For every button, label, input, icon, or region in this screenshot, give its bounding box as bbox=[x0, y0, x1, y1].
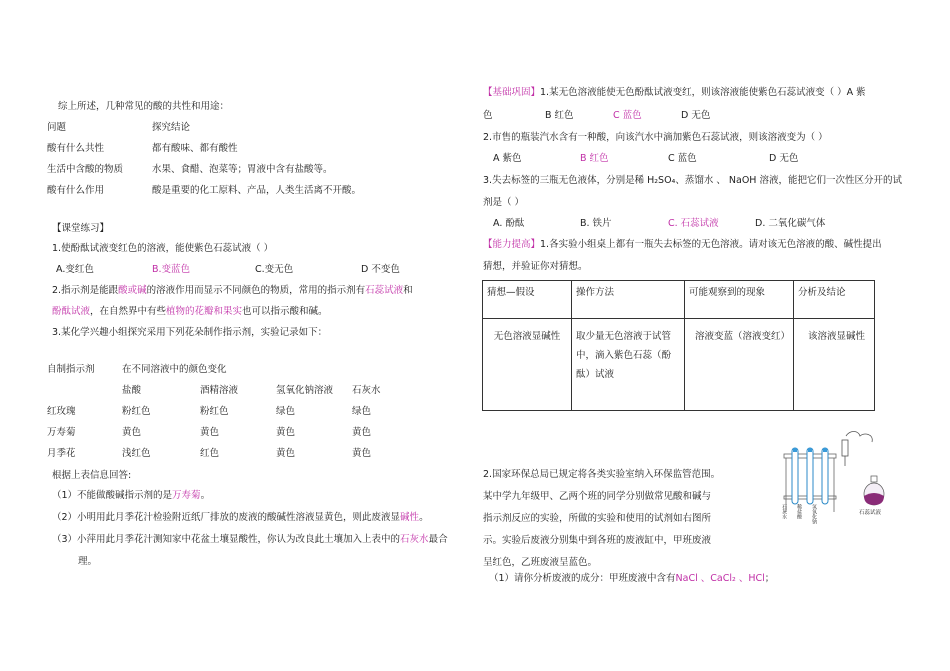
jc-q2-option-b: B 红色 bbox=[580, 153, 609, 164]
question-2 bbox=[52, 284, 413, 297]
answer-text: 。 bbox=[419, 512, 429, 523]
q2-sub-text: ； bbox=[764, 573, 775, 584]
tube-label: 氢氧化钠 bbox=[811, 504, 817, 524]
q2-line: 指示剂反应的实验，所做的实验和使用的试剂如右图所 bbox=[483, 513, 712, 524]
q2-answer: 酸或碱 bbox=[118, 285, 147, 296]
exp-header: 可能观察到的现象 bbox=[685, 281, 794, 319]
experiment-table bbox=[482, 280, 875, 411]
summary-row-a: 酸是重要的化工原料、产品，人类生活离不开酸。 bbox=[152, 185, 362, 196]
q2-line: 呈红色，乙班废液呈蓝色。 bbox=[483, 557, 598, 568]
jc-q3-line2: 剂是（ ） bbox=[483, 197, 525, 208]
q2-answer: 石蕊试液 bbox=[365, 285, 404, 296]
table-cell: 黄色 bbox=[122, 427, 142, 438]
summary-row-a: 探究结论 bbox=[152, 122, 191, 133]
jc-q3-option-a: A. 酚酞 bbox=[493, 218, 525, 229]
section-tag: 【能力提高】 bbox=[483, 239, 541, 250]
answer-text: （2）小明用此月季花汁检验附近纸厂排放的废液的酸碱性溶液显黄色，则此废液显 bbox=[52, 512, 401, 523]
summary-row-a: 水果、食醋、泡菜等；胃液中含有盐酸等。 bbox=[152, 164, 333, 175]
exp-conclusion: 该溶液显碱性 bbox=[794, 319, 875, 411]
answer-1 bbox=[52, 489, 210, 502]
test-tube-icon bbox=[822, 448, 828, 504]
answer-text: （1）不能做酸碱指示剂的是 bbox=[52, 490, 173, 501]
nl-q1-line2: 猜想，并验证你对猜想。 bbox=[483, 261, 588, 272]
jc-q2-option-d: D 无色 bbox=[769, 153, 799, 164]
section-tag: 【基础巩固】 bbox=[483, 87, 541, 98]
jc-q1-option-d: D 无色 bbox=[681, 110, 711, 121]
answer-3-cont: 理。 bbox=[78, 556, 98, 567]
jc-q2-option-c: C 蓝色 bbox=[668, 153, 697, 164]
q2-text: 2.指示剂是能跟 bbox=[52, 285, 119, 296]
jc-question-1: 1.某无色溶液能使无色酚酞试液变红，则该溶液能使紫色石蕊试液变（ ）A 紫 bbox=[540, 87, 866, 98]
table-cell: 浅红色 bbox=[122, 448, 151, 459]
jc-q3-option-d: D. 二氧化碳气体 bbox=[755, 218, 826, 229]
jc-question-3: 3.失去标签的三瓶无色液体，分别是稀 H₂SO₄、蒸馏水 、 NaOH 溶液，能把它们一次性区分开的试 bbox=[483, 175, 902, 186]
bottle-label: 石蕊试液 bbox=[859, 510, 882, 516]
summary-intro: 综上所述，几种常见的酸的共性和用途： bbox=[58, 101, 230, 112]
question-2-body bbox=[483, 464, 720, 574]
table-row-name: 万寿菊 bbox=[47, 427, 76, 438]
exp-header: 分析及结论 bbox=[794, 281, 875, 319]
table-cell: 黄色 bbox=[200, 427, 220, 438]
q1-option-b: B.变蓝色 bbox=[152, 264, 191, 275]
table-col-header: 石灰水 bbox=[352, 385, 381, 396]
jc-question-2: 2.市售的瓶装汽水含有一种酸，向该汽水中滴加紫色石蕊试液，则该溶液变为（ ） bbox=[483, 132, 828, 143]
q2-sub-1 bbox=[489, 572, 774, 585]
jc-q3-option-c: C. 石蕊试液 bbox=[668, 218, 719, 229]
jc-q3-option-b: B. 铁片 bbox=[580, 218, 612, 229]
question-3: 3.某化学兴趣小组探究采用下列花朵制作指示剂，实验记录如下： bbox=[52, 327, 328, 338]
q2-text: 的溶液作用而显示不同颜色的物质，常用的指示剂有 bbox=[146, 285, 366, 296]
summary-row-q: 问题 bbox=[47, 122, 67, 133]
table-cell: 绿色 bbox=[352, 406, 372, 417]
answer-fill: 万寿菊 bbox=[172, 490, 201, 501]
table-row-name: 红玫瑰 bbox=[47, 406, 76, 417]
summary-row-q: 生活中含酸的物质 bbox=[47, 164, 124, 175]
table-col-header: 盐酸 bbox=[122, 385, 142, 396]
table-cell: 粉红色 bbox=[122, 406, 151, 417]
q2-answer: 酚酞试液 bbox=[52, 306, 91, 317]
dropper-icon bbox=[842, 432, 872, 467]
table-cell: 黄色 bbox=[276, 448, 296, 459]
answer-text: 最合 bbox=[428, 534, 448, 545]
exp-hypothesis: 无色溶液显碱性 bbox=[483, 319, 572, 411]
table-cell: 粉红色 bbox=[200, 406, 229, 417]
table-row-name: 月季花 bbox=[47, 448, 76, 459]
q2-answer: 植物的花瓣和果实 bbox=[166, 306, 243, 317]
table-cell: 黄色 bbox=[276, 427, 296, 438]
table-header-indicator: 自制指示剂 bbox=[47, 364, 95, 375]
q2-text: 和 bbox=[403, 285, 413, 296]
table-cell: 黄色 bbox=[352, 448, 372, 459]
q2-text: 也可以指示酸和碱。 bbox=[242, 306, 328, 317]
tube-label: 稀盐酸 bbox=[796, 504, 802, 519]
q2-text: ，在自然界中有些 bbox=[90, 306, 167, 317]
answer-fill: 碱性 bbox=[400, 512, 420, 523]
answer-2 bbox=[52, 511, 429, 524]
exp-header: 操作方法 bbox=[572, 281, 685, 319]
answer-intro: 根据上表信息回答: bbox=[52, 470, 132, 481]
q2-sub-answer: NaCl 、CaCl₂ 、HCl bbox=[675, 573, 765, 584]
q2-line: 某中学九年级甲、乙两个班的同学分别做常见酸和碱与 bbox=[483, 491, 712, 502]
summary-row-q: 酸有什么共性 bbox=[47, 143, 105, 154]
q2-sub-text: （1）请你分析废液的成分：甲班废液中含有 bbox=[489, 573, 676, 584]
q1-option-d: D 不变色 bbox=[361, 264, 400, 275]
practice-title: 【课堂练习】 bbox=[52, 223, 110, 234]
answer-text: （3）小萍用此月季花汁测知家中花盆土壤显酸性，你认为改良此土壤加入上表中的 bbox=[52, 534, 401, 545]
jc-q1-option-b: B 红色 bbox=[545, 110, 574, 121]
question-1: 1.使酚酞试液变红色的溶液，能使紫色石蕊试液（ ） bbox=[52, 243, 274, 254]
exp-header: 猜想—假设 bbox=[483, 281, 572, 319]
table-col-header: 氢氧化钠溶液 bbox=[276, 385, 334, 396]
answer-text: 。 bbox=[200, 490, 211, 501]
table-cell: 绿色 bbox=[276, 406, 296, 417]
test-tube-icon bbox=[792, 448, 798, 504]
jc-q1-option-c: C 蓝色 bbox=[613, 110, 642, 121]
summary-row-q: 酸有什么作用 bbox=[47, 185, 105, 196]
table-header-colors: 在不同溶液中的颜色变化 bbox=[122, 364, 227, 375]
summary-row-a: 都有酸味、都有酸性 bbox=[152, 143, 238, 154]
jc-q1-line2: 色 bbox=[483, 110, 493, 121]
table-cell: 红色 bbox=[200, 448, 220, 459]
table-cell: 黄色 bbox=[352, 427, 372, 438]
exp-phenomenon: 溶液变蓝（溶液变红） bbox=[685, 319, 794, 411]
q2-line: 示。实验后废液分别集中到各班的废液缸中，甲班废液 bbox=[483, 535, 712, 546]
tube-label: 石灰水 bbox=[781, 504, 787, 519]
table-col-header: 酒精溶液 bbox=[200, 385, 239, 396]
reagent-bottle-icon bbox=[864, 476, 884, 505]
question-2-cont bbox=[52, 305, 328, 318]
answer-fill: 石灰水 bbox=[400, 534, 429, 545]
test-tube-icon bbox=[807, 448, 813, 504]
q2-line: 2.国家环保总局已规定将各类实验室纳入环保监管范围。 bbox=[483, 469, 721, 480]
ability-improvement bbox=[483, 238, 882, 251]
answer-3 bbox=[52, 533, 448, 546]
jc-q2-option-a: A 紫色 bbox=[493, 153, 522, 164]
q1-option-a: A.变红色 bbox=[56, 264, 94, 275]
nl-question-1: 1.各实验小组桌上都有一瓶失去标签的无色溶液。请对该无色溶液的酸、碱性提出 bbox=[540, 239, 882, 250]
exp-method: 取少量无色溶液于试管中，滴入紫色石蕊（酚酞）试液 bbox=[572, 319, 685, 411]
basic-consolidation bbox=[483, 86, 866, 99]
q1-option-c: C.变无色 bbox=[255, 264, 294, 275]
